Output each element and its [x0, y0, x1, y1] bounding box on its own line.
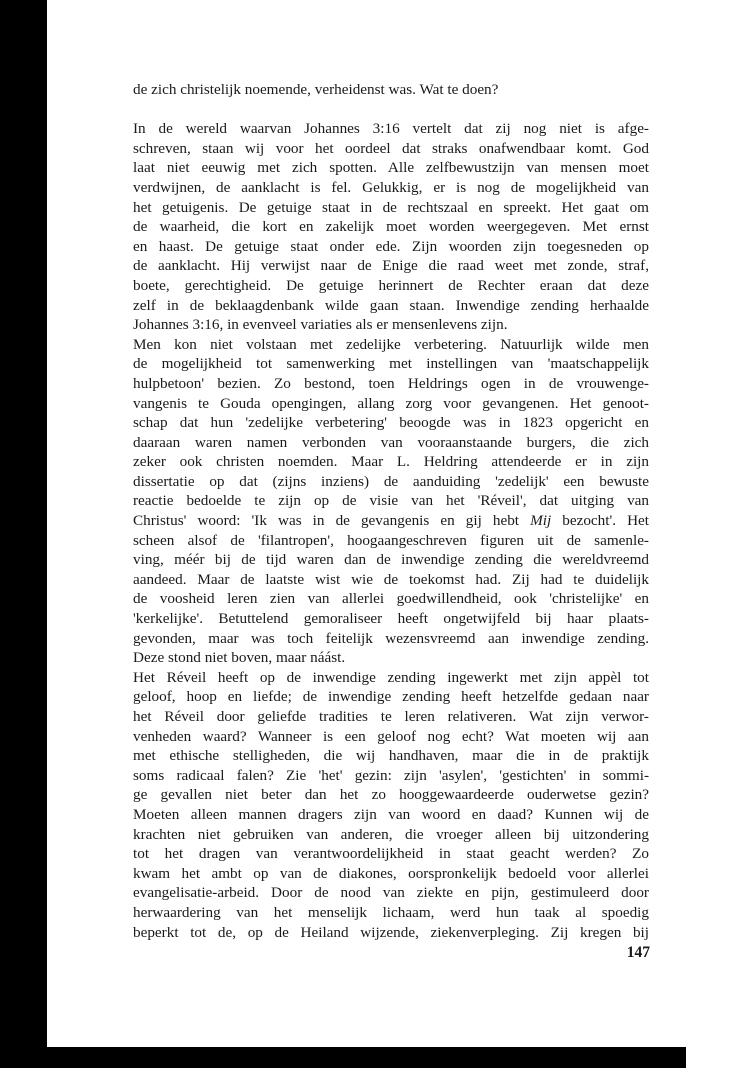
scan-border-left — [0, 0, 47, 1068]
paragraph — [133, 335, 649, 668]
text-line: venheden waard? Wanneer is een geloof nog echt? Wat moeten wij aan — [133, 727, 649, 745]
page-body-text — [133, 80, 649, 942]
text-line: met ethische stelligheden, die wij handhaven, maar die in de praktijk — [133, 747, 649, 765]
text-line: tot het dragen van verantwoordelijkheid in staat geacht werden? Zo — [133, 845, 649, 863]
text-line: Christus' woord: 'Ik was in de gevangenis en gij hebt Mij bezocht'. Het — [133, 512, 650, 530]
text-line: Johannes 3:16, in evenveel variaties als er mensenlevens zijn. — [133, 316, 508, 334]
paragraph — [133, 80, 649, 100]
text-line: het Réveil door geliefde tradities te leren relativeren. Wat zijn verwor- — [133, 708, 649, 725]
text-line: herwaardering van het menselijk lichaam, werd hun taak al spoedig — [133, 903, 649, 921]
text-line: beperkt tot de, op de Heiland wijzende, ziekenverpleging. Zij kregen bij — [133, 923, 649, 941]
text-line: schap dat hun 'zedelijke verbetering' beoogde was in 1823 opgericht en — [133, 414, 649, 432]
text-line: gevonden, maar was toch feitelijk wezensvreemd aan inwendige zending. — [133, 629, 649, 647]
text-line: laat niet eeuwig met zich spotten. Alle zelfbewustzijn van mensen moet — [133, 159, 649, 177]
paragraph — [133, 668, 649, 942]
text-line: ving, méér bij de tijd waren dan de inwendige zending die wereldvreemd — [133, 551, 649, 569]
text-line: Het Réveil heeft op de inwendige zending ingewerkt met zijn appèl tot — [133, 668, 649, 686]
text-line: de aanklacht. Hij verwijst naar de Enige die raad weet met zonde, straf, — [133, 257, 649, 275]
text-line: aandeed. Maar de laatste wist wie de toekomst had. Zij had te duidelijk — [133, 570, 649, 588]
text-line: dissertatie op dat (zijns inziens) de aanduiding 'zedelijk' een bewuste — [133, 472, 649, 490]
text-line: evangelisatie-arbeid. Door de nood van ziekte en pijn, gestimuleerd door — [133, 884, 649, 902]
text-line: de voosheid leren zien van allerlei goedwillendheid, ook 'christelijke' en — [133, 590, 649, 608]
text-line: de waarheid, die kort en zakelijk moet worden weergegeven. Met ernst — [133, 218, 649, 236]
text-line: schreven, staan wij voor het oordeel dat straks onafwendbaar komt. God — [133, 139, 649, 157]
text-line: verdwijnen, de aanklacht is fel. Gelukkig, er is nog de mogelijkheid van — [133, 178, 649, 196]
text-line: hulpbetoon' bezien. Zo bestond, toen Heldrings ogen in de vrouwenge- — [133, 374, 649, 392]
text-line: Men kon niet volstaan met zedelijke verbetering. Natuurlijk wilde men — [133, 335, 649, 353]
paragraph-spacer — [133, 100, 649, 120]
page-number: 147 — [626, 944, 650, 961]
text-line: scheen alsof de 'filantropen', hoogaangeschreven figuren uit de samenle- — [133, 531, 649, 549]
text-line: kwam het ambt op van de diakones, oorspronkelijk bedoeld voor allerlei — [133, 864, 649, 882]
text-line: Deze stond niet boven, maar náást. — [133, 649, 346, 667]
text-line: de mogelijkheid tot samenwerking met instellingen van 'maatschappelijk — [133, 355, 649, 373]
text-line: krachten niet gebruiken van anderen, die vroeger alleen bij uitzondering — [133, 825, 649, 843]
text-line: Moeten alleen mannen dragers zijn van woord en daad? Kunnen wij de — [133, 805, 649, 823]
text-line: zelf in de beklaagdenbank wilde gaan staan. Inwendige zending herhaalde — [133, 296, 649, 314]
text-line: boete, gerechtigheid. De getuige herinnert de Rechter eraan dat deze — [133, 276, 649, 294]
text-line: vangenis te Gouda opengingen, allang zorg voor gevangenen. Het genoot- — [133, 394, 649, 412]
text-line: geloof, hoop en liefde; de inwendige zending heeft hetzelfde gedaan naar — [133, 688, 649, 706]
text-line: en haast. De getuige staat onder ede. Zijn woorden zijn toegesneden op — [133, 237, 649, 255]
text-line: ge gevallen niet beter dan het zo hooggewaardeerde ouderwetse gezin? — [133, 786, 649, 804]
text-line: soms radicaal falen? Zie 'het' gezin: zijn 'asylen', 'gestichten' in sommi- — [133, 766, 649, 784]
text-line: zeker ook christen noemden. Maar L. Heldring attendeerde er in zijn — [133, 453, 649, 471]
text-line: daaraan waren namen verbonden van vooraanstaande burgers, die zich — [133, 433, 649, 451]
text-line: 'kerkelijke'. Betuttelend gemoraliseer heeft ongetwijfeld bij haar plaats- — [133, 610, 649, 628]
text-line: de zich christelijk noemende, verheidenst was. Wat te doen? — [133, 81, 499, 98]
scan-border-bottom — [0, 1047, 686, 1068]
text-line: reactie bedoelde te zijn op de visie van het 'Réveil', dat uitging van — [133, 492, 649, 510]
text-line: het getuigenis. De getuige staat in de rechtszaal en spreekt. Het gaat om — [133, 198, 649, 216]
text-line: In de wereld waarvan Johannes 3:16 vertelt dat zij nog niet is afge- — [133, 120, 649, 138]
paragraph — [133, 119, 649, 335]
